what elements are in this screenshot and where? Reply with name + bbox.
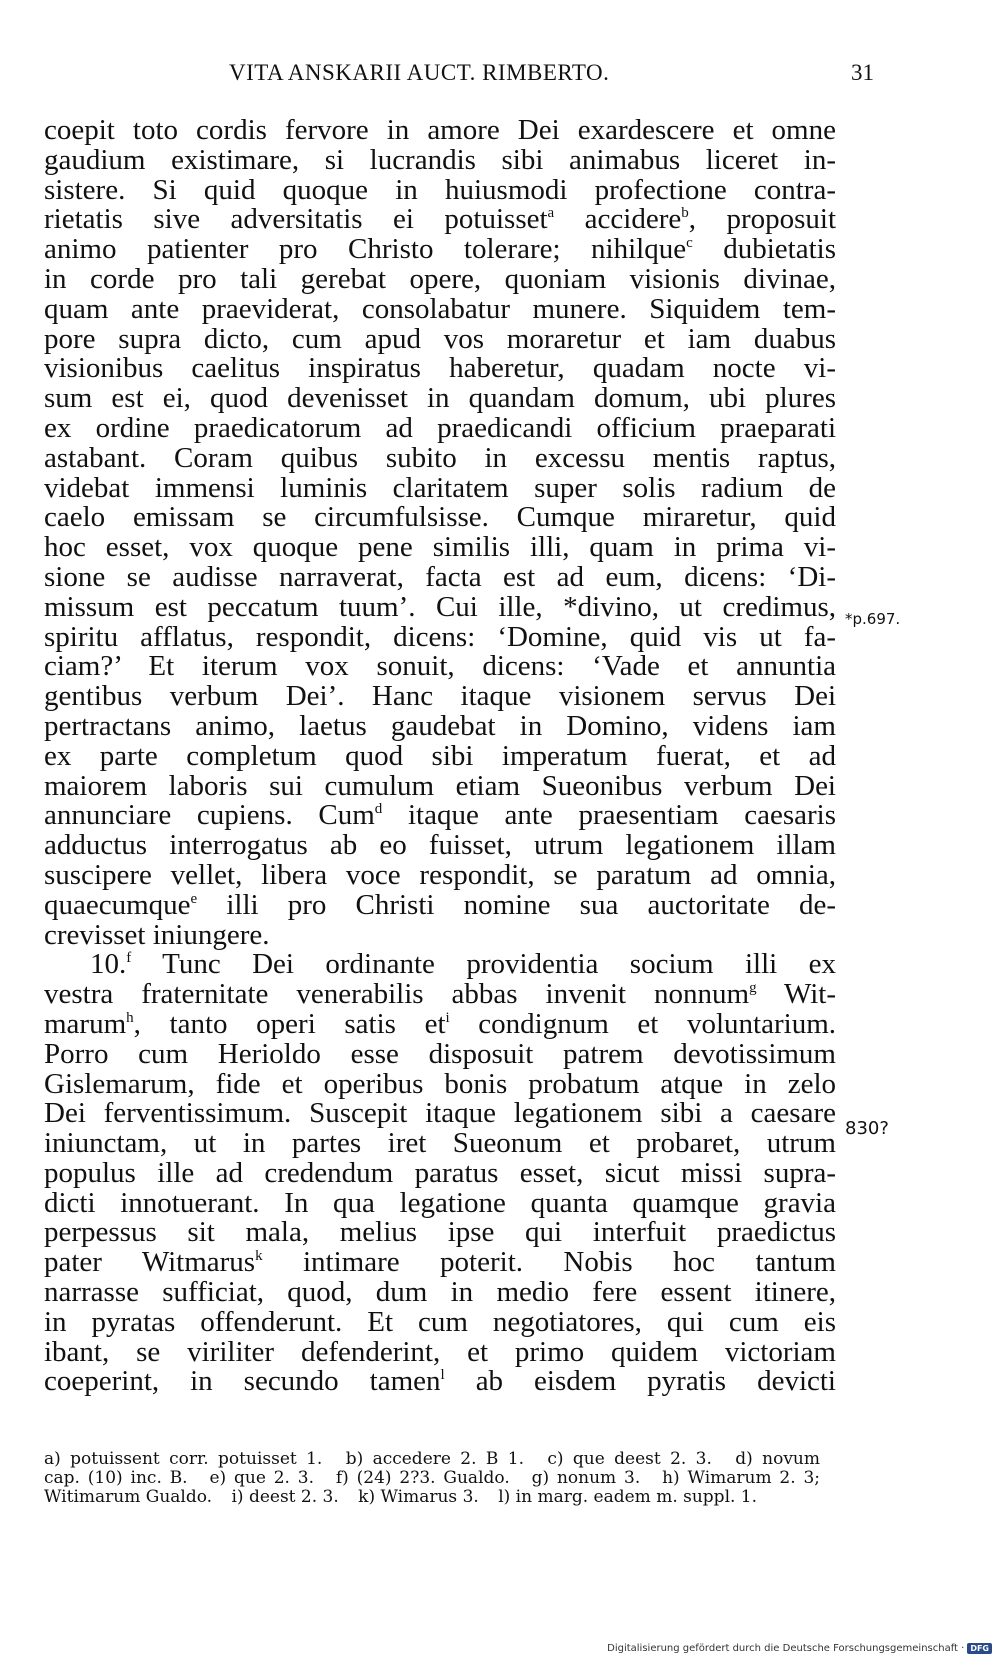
footnote-line — [44, 1469, 834, 1488]
running-title: VITA ANSKARII AUCT. RIMBERTO. — [229, 60, 610, 85]
text-line: rietatis sive adversitatis ei potuisset$^a$ accidere$^b$, proposuit — [44, 203, 837, 236]
margin-note-year: 830? — [845, 1118, 889, 1139]
footnotes — [44, 1450, 834, 1507]
text-line: dicti innotuerant. In qua legatione quanta quamque gravia — [44, 1186, 836, 1219]
dfg-logo: DFG — [967, 1643, 992, 1654]
text-line: gentibus verbum Dei’. Hanc itaque visionem servus Dei — [44, 680, 836, 713]
text-line: sistere. Si quid quoque in huiusmodi profectione contra- — [44, 173, 836, 206]
text-line: adductus interrogatus ab eo fuisset, utrum legationem illam — [44, 829, 836, 862]
text-line: Porro cum Herioldo esse disposuit patrem devotissimum — [44, 1037, 836, 1070]
footnote-mark: l — [440, 1367, 445, 1384]
footnote-mark: b — [681, 205, 689, 222]
text-line: perpessus sit mala, melius ipse qui interfuit praedictus — [44, 1216, 836, 1249]
text-line: animo patienter pro Christo tolerare; nihilque$^c$ dubietatis — [44, 233, 836, 266]
footnote: e) que 2. 3. — [209, 1468, 315, 1488]
footnote-mark: e — [190, 890, 198, 907]
page-header — [44, 60, 874, 96]
footnote-mark: h — [126, 1009, 134, 1026]
footnote: a) potuissent corr. potuisset 1. — [44, 1449, 323, 1469]
text-line: vestra fraternitate venerabilis abbas invenit nonnum$^g$ Wit- — [44, 978, 836, 1011]
text-line: marum$^h$, tanto operi satis $et^i$ condignum et voluntarium. — [44, 1007, 836, 1040]
footnote: i) deest 2. 3. — [231, 1487, 339, 1507]
text-line: populus ille ad credendum paratus esset, sicut missi supra- — [44, 1156, 836, 1189]
footnote-line — [44, 1488, 834, 1507]
footnote-mark: g — [749, 980, 757, 997]
text-line: quam ante praeviderat, consolabatur munere. Siquidem tem- — [44, 292, 836, 325]
text-line: suscipere vellet, libera voce respondit, se paratum ad omnia, — [44, 858, 836, 891]
text-line: pertractans animo, laetus gaudebat in Domino, videns iam — [44, 709, 836, 742]
text-line: in pyratas offenderunt. Et cum negotiatores, qui cum eis — [44, 1305, 836, 1338]
footnote: d) novum — [735, 1449, 821, 1469]
footnote: c) que deest 2. 3. — [547, 1449, 712, 1469]
text-line: pater Witmarus$^k$ intimare poterit. Nobis hoc tantum — [44, 1246, 836, 1279]
text-line: coeperint, in secundo tamen$^l$ ab eisdem pyratis devicti — [44, 1365, 836, 1398]
text-line: spiritu afflatus, respondit, dicens: ‘Domine, quid vis ut fa- — [44, 620, 836, 653]
text-line: ibant, se viriliter defenderint, et primo quidem victoriam — [44, 1335, 836, 1368]
footnote: k) Wimarus 3. — [358, 1487, 479, 1507]
footnote-mark: f — [126, 950, 132, 967]
text-line: visionibus caelitus inspiratus haberetur, quadam nocte vi- — [44, 352, 836, 385]
text-line: sione se audisse narraverat, facta est ad eum, dicens: ‘Di- — [44, 560, 836, 593]
footnote: l) in marg. eadem m. suppl. 1. — [498, 1487, 758, 1507]
footnote-mark: k — [255, 1248, 263, 1265]
margin-note-page-ref: *p.697. — [845, 610, 901, 628]
footnote-line — [44, 1450, 834, 1469]
footnote-mark: a — [547, 205, 555, 222]
text-line: videbat immensi luminis claritatem super solis radium de — [44, 471, 836, 504]
main-text — [44, 116, 836, 1397]
footnote-mark: i — [445, 1009, 450, 1026]
footnote: h) Wimarum 2. 3; — [662, 1468, 821, 1488]
text-line: crevisset iniungere. — [44, 918, 270, 951]
footnote: Witimarum Gualdo. — [44, 1487, 213, 1507]
footnote: cap. (10) inc. B. — [44, 1468, 188, 1488]
text-line: maiorem laboris sui cumulum etiam Sueonibus verbum Dei — [44, 769, 836, 802]
text-line: narrasse sufficiat, quod, dum in medio fere essent itinere, — [44, 1276, 836, 1309]
text-line: iniunctam, ut in partes iret Sueonum et probaret, utrum — [44, 1127, 836, 1160]
footnote-mark: d — [374, 801, 383, 818]
text-line: coepit toto cordis fervore in amore Dei exardescere et omne — [44, 114, 836, 146]
text-line: in corde pro tali gerebat opere, quoniam visionis divinae, — [44, 262, 836, 295]
text-line: quaecumque$^e$ illi pro Christi nomine sua auctoritate de- — [44, 888, 836, 921]
text-line: pore supra dicto, cum apud vos moraretur et iam duabus — [44, 322, 836, 355]
footnote: g) nonum 3. — [531, 1468, 641, 1488]
footnote-mark: c — [686, 235, 693, 252]
text-line: gaudium existimare, si lucrandis sibi animabus liceret in- — [44, 143, 836, 176]
footnote: b) accedere 2. B 1. — [345, 1449, 524, 1469]
text-line: ex ordine praedicatorum ad praedicandi officium praeparati — [44, 411, 836, 444]
footnote: f) (24) 2?3. Gualdo. — [335, 1468, 510, 1488]
text-line: ex parte completum quod sibi imperatum fuerat, et ad — [44, 739, 836, 772]
text-line: sum est ei, quod devenisset in quandam domum, ubi plures — [44, 382, 836, 415]
text-line: annunciare cupiens. Cum$^d$ itaque ante praesentiam caesaris — [44, 799, 836, 832]
text-line: caelo emissam se circumfulsisse. Cumque miraretur, quid — [44, 501, 836, 534]
text-line: ciam?’ Et iterum vox sonuit, dicens: ‘Vade et annuntia — [44, 650, 836, 683]
chapter-start-line: 10.$^f$ Tunc Dei ordinante providentia socium illi ex — [90, 948, 836, 981]
text-line: astabant. Coram quibus subito in excessu mentis raptus, — [44, 441, 836, 474]
digitization-credit: Digitalisierung gefördert durch die Deutsche Forschungsgemeinschaft · DFG — [607, 1643, 992, 1654]
text-line: Gislemarum, fide et operibus bonis probatum atque in zelo — [44, 1067, 836, 1100]
text-line: hoc esset, vox quoque pene similis illi, quam in prima vi- — [44, 531, 836, 564]
page-number: 31 — [851, 60, 874, 85]
text-line: missum est peccatum tuum’. Cui ille, *divino, ut credimus, — [44, 590, 836, 623]
text-line: Dei ferventissimum. Suscepit itaque legationem sibi a caesare — [44, 1097, 836, 1130]
